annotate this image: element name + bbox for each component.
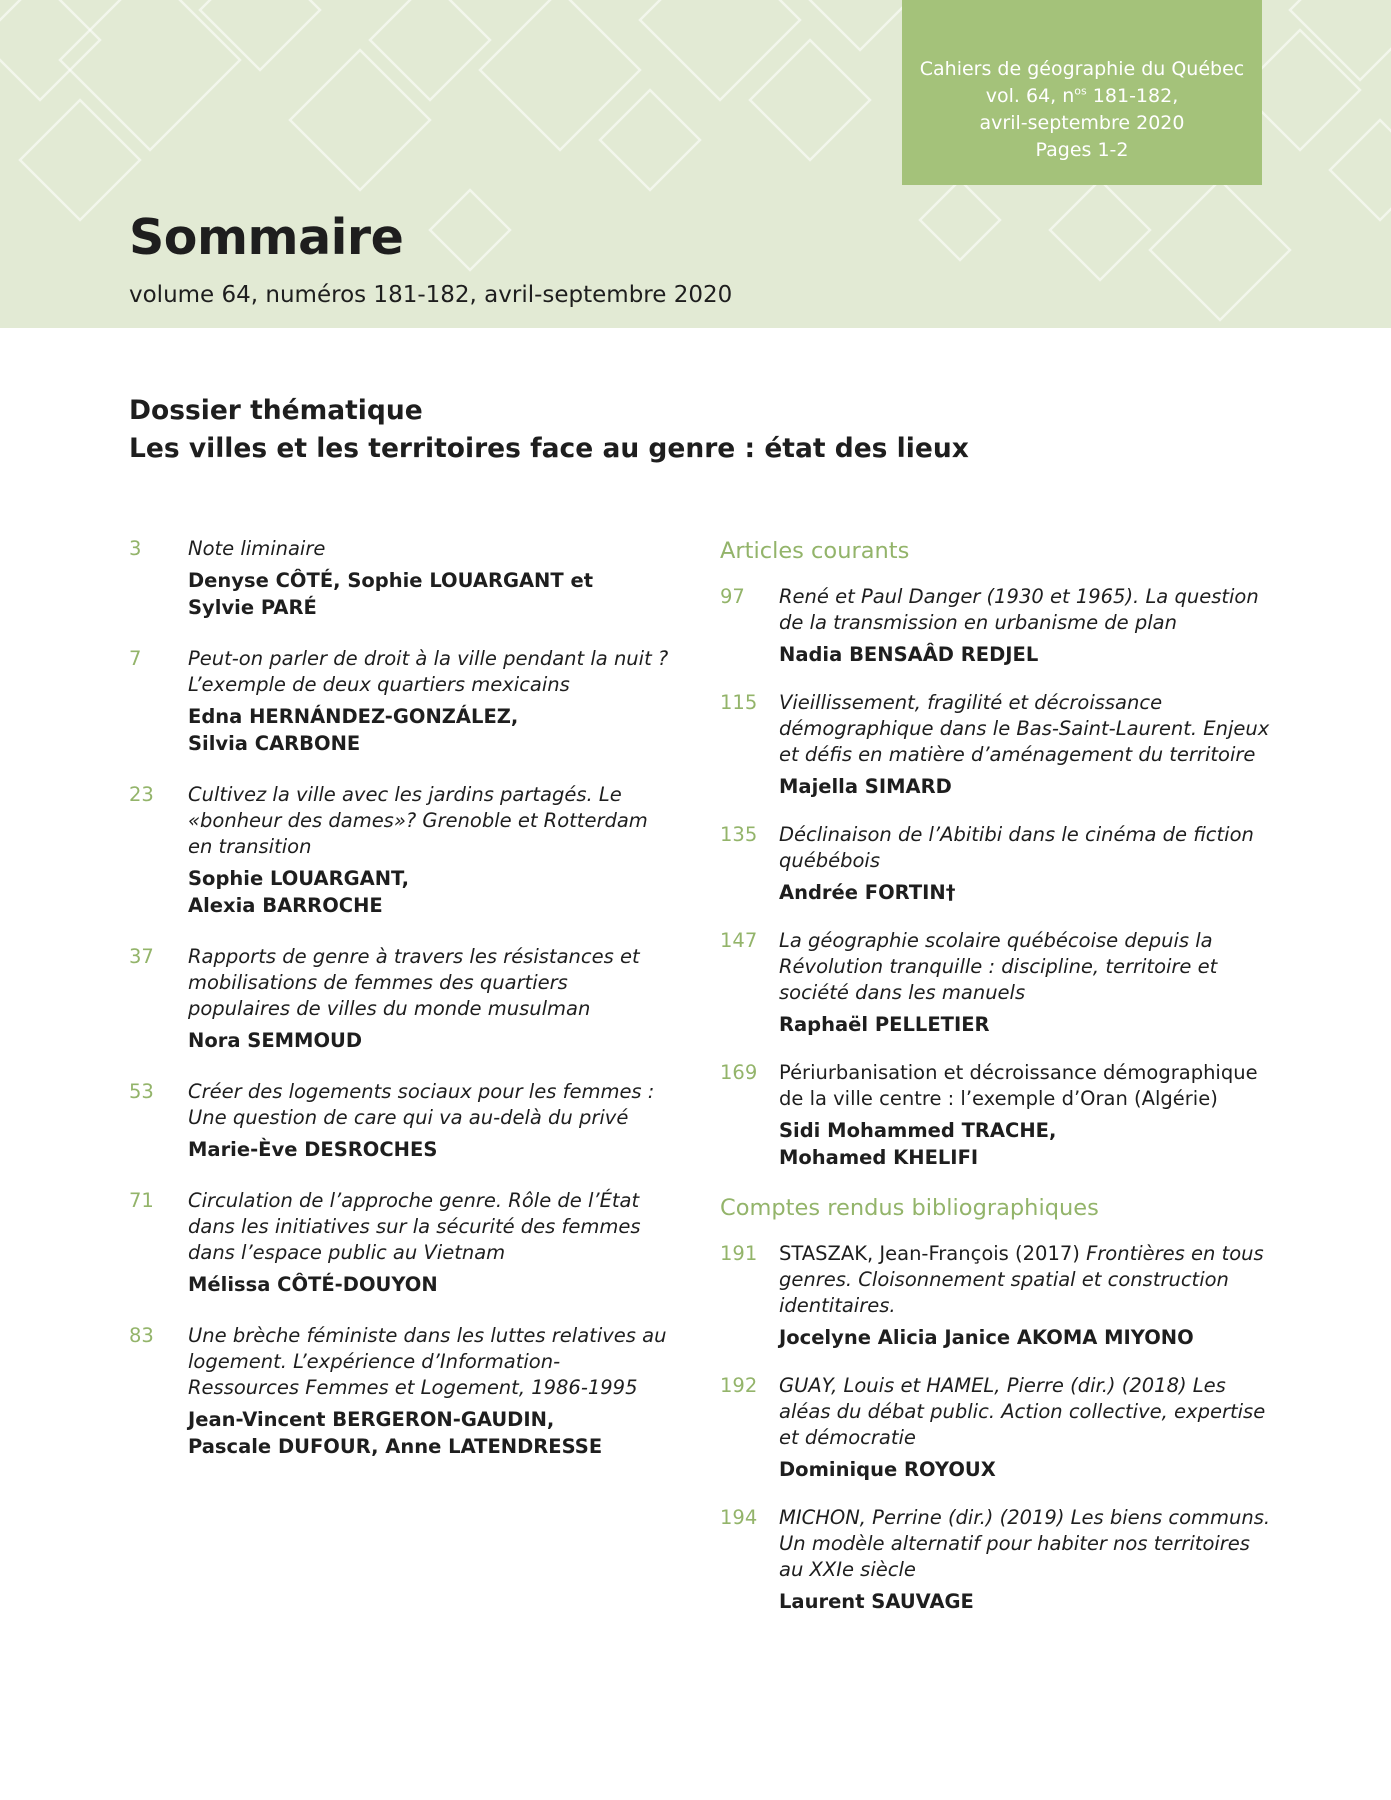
- author-line: Sylvie PARÉ: [188, 596, 317, 619]
- toc-entry[interactable]: [129, 1079, 669, 1163]
- entry-title: Une brèche féministe dans les luttes relatives au logement. L’expérience d’Information-Ressources Femmes et Logement, 1986-1995: [188, 1324, 667, 1399]
- entry-title: Vieillissement, fragilité et décroissance démographique dans le Bas-Saint-Laurent. Enjeux et défis en matière d’aménagement du territoire: [779, 691, 1270, 766]
- volume-suffix: 181-182,: [1086, 85, 1179, 107]
- author-line: Alexia BARROCHE: [188, 894, 383, 917]
- author-line: Nora SEMMOUD: [188, 1029, 363, 1052]
- header-banner: [0, 0, 1391, 328]
- author-line: Jean-Vincent BERGERON-GAUDIN,: [188, 1408, 555, 1431]
- left-column: [129, 536, 669, 1485]
- entry-title: Créer des logements sociaux pour les femmes : Une question de care qui va au-delà du privé: [188, 1080, 655, 1129]
- page-number: 191: [720, 1242, 758, 1265]
- author-line: Sophie LOUARGANT,: [188, 867, 409, 890]
- entry-authors: [188, 1027, 669, 1054]
- page-number: 192: [720, 1374, 758, 1397]
- entry-authors: [188, 1406, 669, 1460]
- entry-title: Note liminaire: [188, 537, 326, 560]
- author-line: Dominique ROYOUX: [779, 1458, 996, 1481]
- entry-title: MICHON, Perrine (dir.) (2019) Les biens communs. Un modèle alternatif pour habiter nos territoires au XXIe siècle: [779, 1506, 1271, 1581]
- author-line: Pascale DUFOUR, Anne LATENDRESSE: [188, 1435, 603, 1458]
- page-number: 37: [129, 945, 154, 968]
- right-column: [720, 536, 1280, 1637]
- page-number: 147: [720, 929, 758, 952]
- entry-authors: [779, 641, 1280, 668]
- entry-authors: [779, 1324, 1280, 1351]
- entry-title: Déclinaison de l’Abitibi dans le cinéma de fiction québébois: [779, 823, 1254, 872]
- entry-title: Circulation de l’approche genre. Rôle de l’État dans les initiatives sur la sécurité des femmes dans l’espace public au Vietnam: [188, 1189, 641, 1264]
- author-line: Edna HERNÁNDEZ-GONZÁLEZ,: [188, 705, 519, 728]
- volume-numbers: [902, 83, 1262, 110]
- entry-authors: [188, 865, 669, 919]
- page-title: Sommaire: [129, 209, 404, 266]
- author-line: Majella SIMARD: [779, 775, 952, 798]
- page-subtitle: volume 64, numéros 181-182, avril-septembre 2020: [129, 282, 733, 308]
- articles-heading: Articles courants: [720, 538, 910, 564]
- author-line: Mélissa CÔTÉ-DOUYON: [188, 1273, 438, 1296]
- entry-title: Périurbanisation et décroissance démographique de la ville centre : l’exemple d’Oran (Algérie): [779, 1061, 1258, 1110]
- entry-title: Rapports de genre à travers les résistances et mobilisations de femmes des quartiers populaires de villes du monde musulman: [188, 945, 640, 1020]
- toc-entry[interactable]: [129, 1188, 669, 1298]
- toc-entry[interactable]: [720, 822, 1280, 906]
- toc-entry[interactable]: [129, 536, 669, 621]
- page-number: 53: [129, 1080, 154, 1103]
- entry-authors: [188, 1136, 669, 1163]
- entry-authors: [188, 1271, 669, 1298]
- entry-authors: [779, 1456, 1280, 1483]
- toc-entry[interactable]: [129, 944, 669, 1054]
- volume-superscript: os: [1074, 84, 1087, 98]
- entry-authors: [779, 1588, 1280, 1615]
- page-number: 23: [129, 783, 154, 806]
- toc-entry[interactable]: [720, 690, 1280, 800]
- entry-title: Peut-on parler de droit à la ville pendant la nuit ? L’exemple de deux quartiers mexicains: [188, 647, 669, 696]
- entry-title-italic: Frontières en tous genres. Cloisonnement spatial et construction identitaires.: [779, 1242, 1264, 1317]
- page-number: 83: [129, 1324, 154, 1347]
- entry-title-plain: STASZAK, Jean-François (2017): [779, 1242, 1087, 1265]
- toc-entry[interactable]: [720, 584, 1280, 668]
- page-number: 3: [129, 537, 142, 560]
- author-line: Denyse CÔTÉ, Sophie LOUARGANT et: [188, 569, 594, 592]
- author-line: Nadia BENSAÂD REDJEL: [779, 643, 1039, 666]
- page-number: 7: [129, 647, 142, 670]
- entry-authors: [779, 773, 1280, 800]
- entry-title: La géographie scolaire québécoise depuis la Révolution tranquille : discipline, territoire et société dans les manuels: [779, 929, 1218, 1004]
- page-number: 194: [720, 1506, 758, 1529]
- entry-authors: [779, 879, 1280, 906]
- entry-title: GUAY, Louis et HAMEL, Pierre (dir.) (2018) Les aléas du débat public. Action collective, expertise et démocratie: [779, 1374, 1266, 1449]
- toc-entry[interactable]: [129, 646, 669, 757]
- entry-authors: [779, 1011, 1280, 1038]
- toc-entry[interactable]: [720, 1373, 1280, 1483]
- author-line: Marie-Ève DESROCHES: [188, 1138, 438, 1161]
- dossier-label: Dossier thématique: [129, 395, 423, 426]
- issue-info-box: [902, 0, 1262, 185]
- author-line: Laurent SAUVAGE: [779, 1590, 974, 1613]
- volume-prefix: vol. 64, n: [985, 85, 1075, 107]
- entry-authors: [188, 703, 669, 757]
- dossier-heading: [129, 392, 969, 468]
- entry-authors: [188, 567, 669, 621]
- page-number: 97: [720, 585, 745, 608]
- page-number: 169: [720, 1061, 758, 1084]
- dossier-theme: Les villes et les territoires face au genre : état des lieux: [129, 433, 969, 464]
- page-number: 135: [720, 823, 758, 846]
- toc-entry[interactable]: [720, 1060, 1280, 1171]
- author-line: Raphaël PELLETIER: [779, 1013, 990, 1036]
- page-number: 115: [720, 691, 758, 714]
- entry-title: René et Paul Danger (1930 et 1965). La question de la transmission en urbanisme de plan: [779, 585, 1259, 634]
- issue-dates: avril-septembre 2020: [979, 112, 1185, 134]
- author-line: Mohamed KHELIFI: [779, 1146, 979, 1169]
- author-line: Sidi Mohammed TRACHE,: [779, 1119, 1057, 1142]
- entry-title: Cultivez la ville avec les jardins partagés. Le «bonheur des dames»? Grenoble et Rotterdam en transition: [188, 783, 648, 858]
- page-number: 71: [129, 1189, 154, 1212]
- reviews-heading: Comptes rendus bibliographiques: [720, 1195, 1099, 1221]
- toc-entry[interactable]: [129, 1323, 669, 1460]
- author-line: Silvia CARBONE: [188, 732, 361, 755]
- entry-authors: [779, 1117, 1280, 1171]
- toc-entry[interactable]: [720, 1505, 1280, 1615]
- author-line: Jocelyne Alicia Janice AKOMA MIYONO: [779, 1326, 1194, 1349]
- author-line: Andrée FORTIN†: [779, 881, 956, 904]
- toc-entry[interactable]: [129, 782, 669, 919]
- issue-pages: Pages 1-2: [1035, 139, 1129, 161]
- journal-name: Cahiers de géographie du Québec: [919, 58, 1245, 80]
- toc-entry[interactable]: [720, 1241, 1280, 1351]
- entry-title: [779, 1241, 1280, 1319]
- toc-entry[interactable]: [720, 928, 1280, 1038]
